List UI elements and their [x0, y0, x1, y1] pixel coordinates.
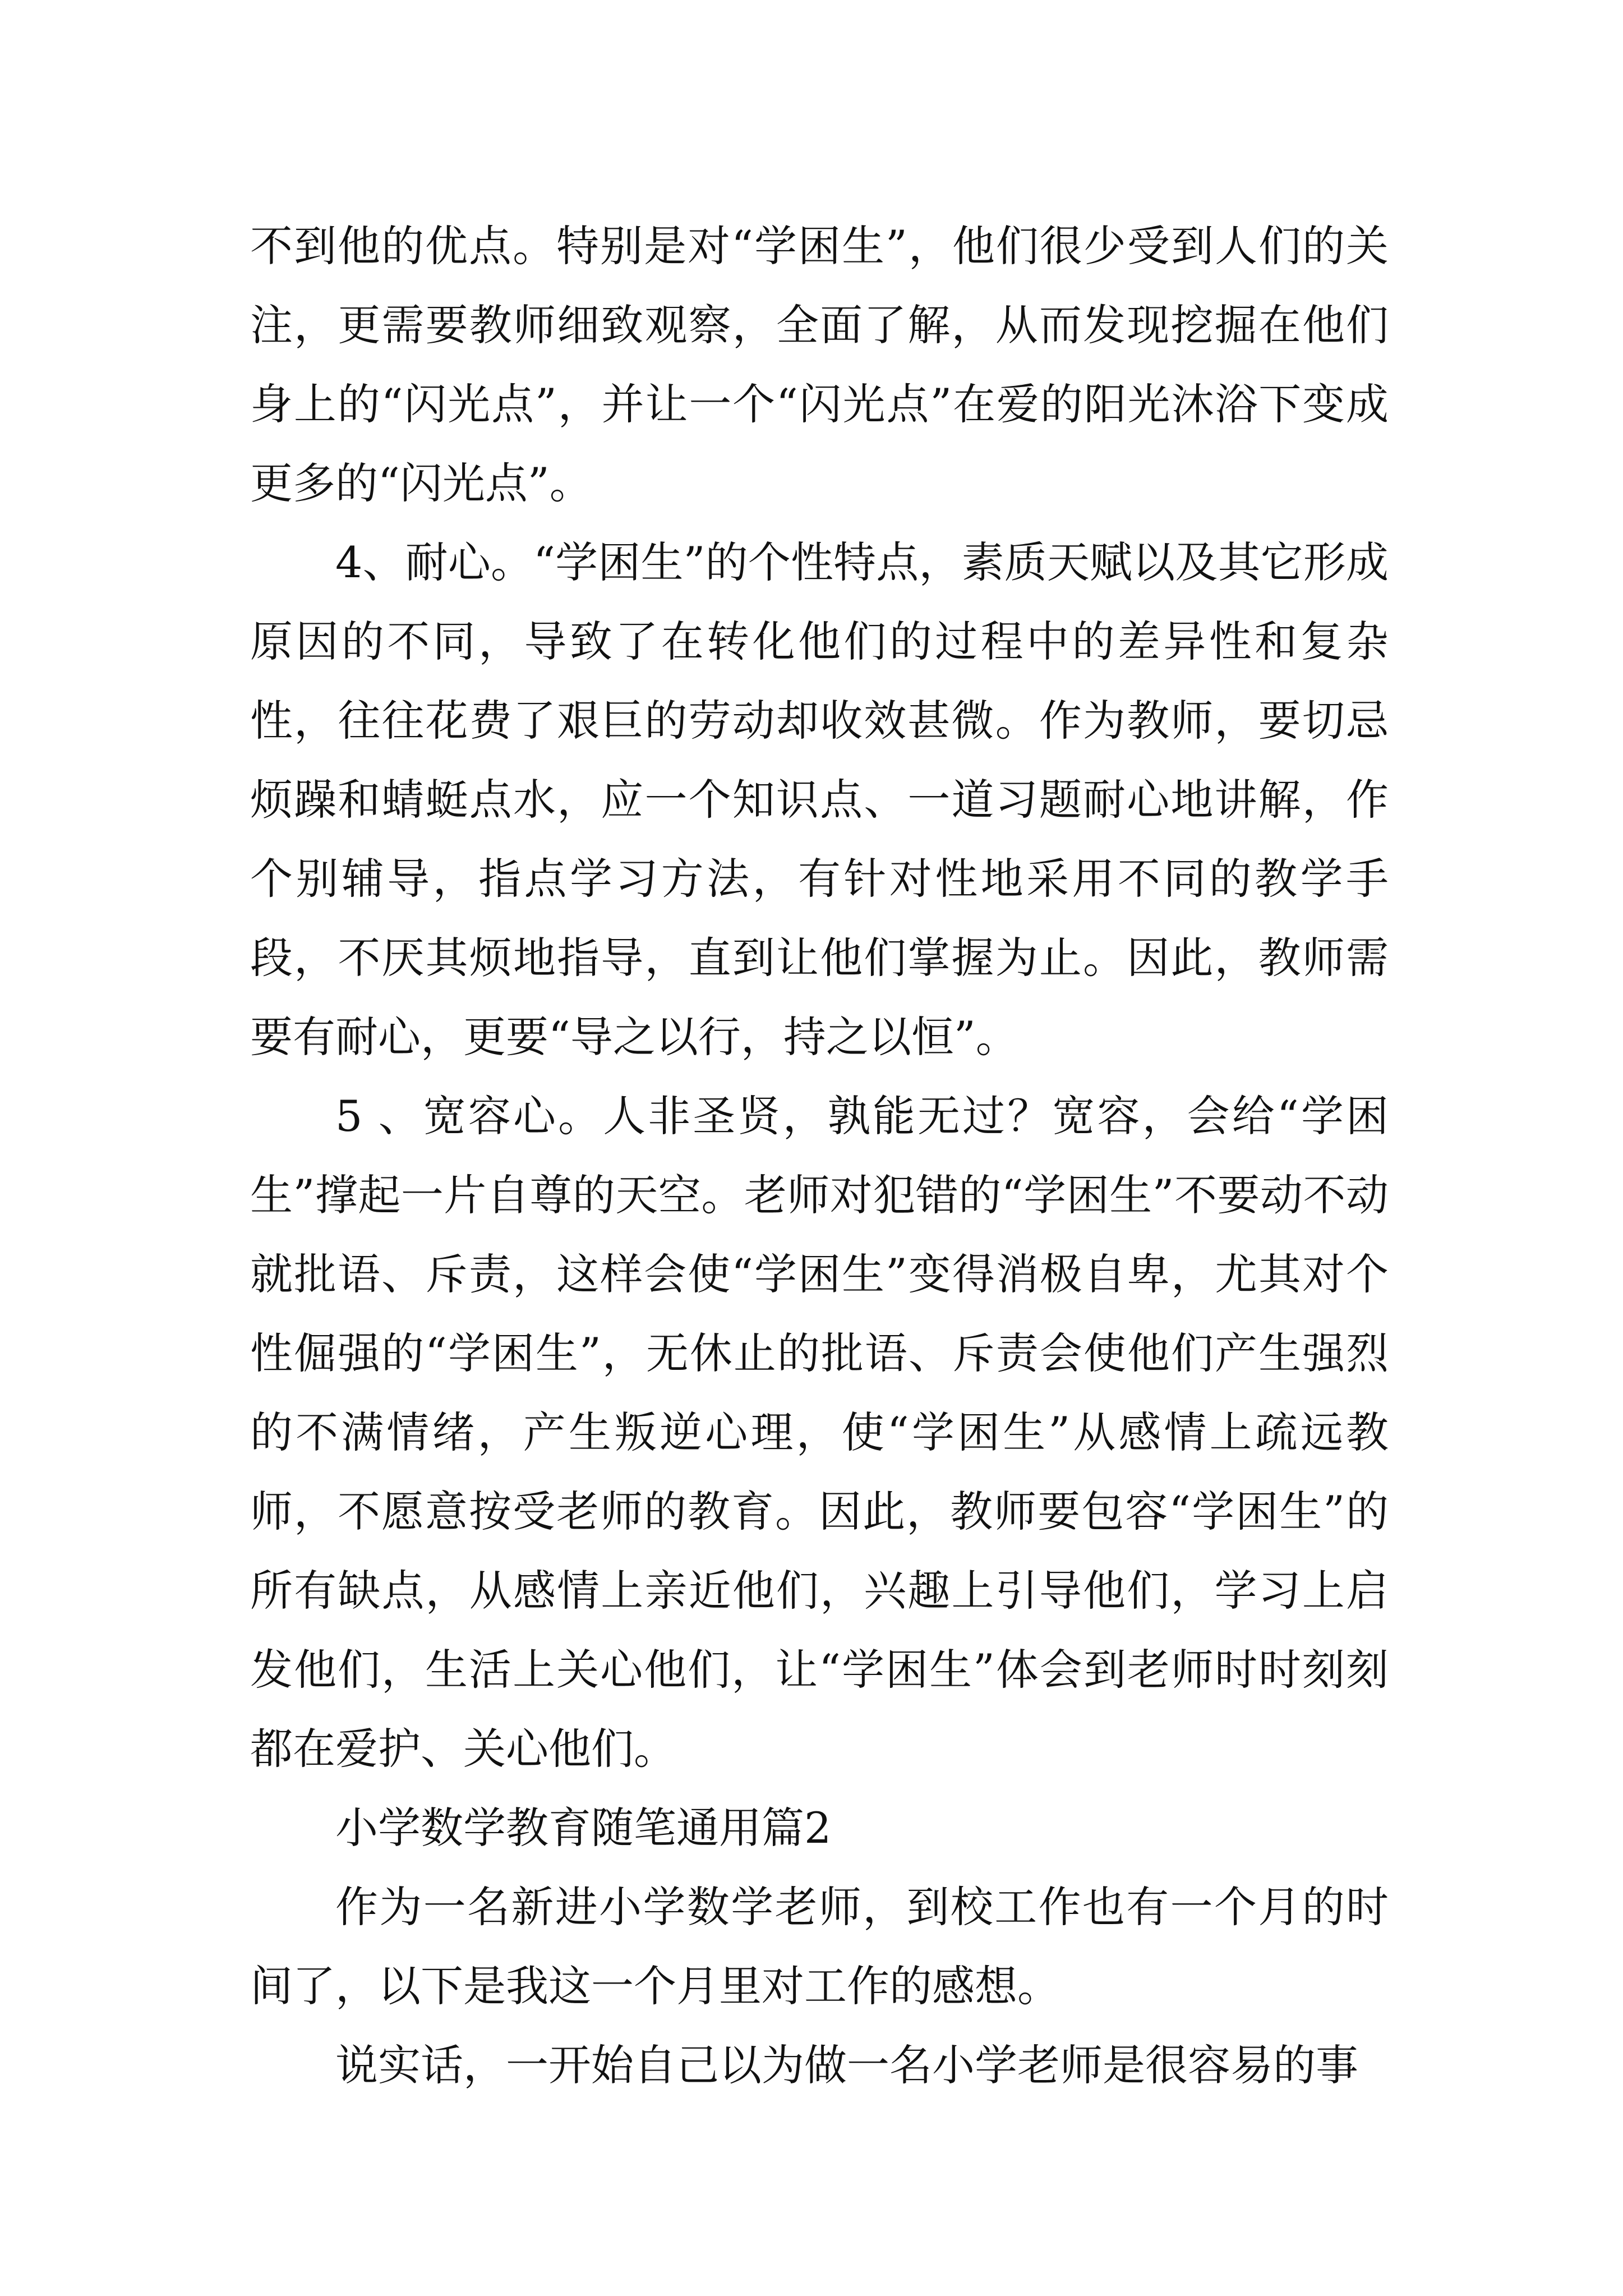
paragraph-continued: 不到他的优点。特别是对“学困生”，他们很少受到人们的关注，更需要教师细致观察，全面了解，从而发现挖掘在他们身上的“闪光点”，并让一个“闪光点”在爱的阳光沐浴下变成更多的“闪光点”。 [250, 221, 1389, 508]
paragraph-tolerance: 5 、宽容心。人非圣贤，孰能无过？宽容，会给“学困生”撑起一片自尊的天空。老师对犯错的“学困生”不要动不动就批语、斥责，这样会使“学困生”变得消极自卑，尤其对个性倔强的“学困生”，无休止的批语、斥责会使他们产生强烈的不满情绪，产生叛逆心理，使“学困生”从感情上疏远教师，不愿意按受老师的教育。因此，教师要包容“学困生”的所有缺点，从感情上亲近他们，兴趣上引导他们，学习上启发他们，生活上关心他们，让“学困生”体会到老师时时刻刻都在爱护、关心他们。 [250, 1091, 1389, 1774]
paragraph-intro: 作为一名新进小学数学老师，到校工作也有一个月的时间了，以下是我这一个月里对工作的感想。 [250, 1882, 1389, 2011]
paragraph-honest: 说实话，一开始自己以为做一名小学老师是很容易的事 [335, 2040, 1358, 2090]
body-text [250, 206, 1389, 2105]
paragraph-patience: 4、耐心。“学困生”的个性特点，素质天赋以及其它形成原因的不同，导致了在转化他们的过程中的差异性和复杂性，往往花费了艰巨的劳动却收效甚微。作为教师，要切忌烦躁和蜻蜓点水，应一个知识点、一道习题耐心地讲解，作个别辅导，指点学习方法，有针对性地采用不同的教学手段，不厌其烦地指导，直到让他们掌握为止。因此，教师需要有耐心，更要“导之以行，持之以恒”。 [250, 537, 1389, 1062]
section-title: 小学数学教育随笔通用篇2 [335, 1803, 832, 1853]
